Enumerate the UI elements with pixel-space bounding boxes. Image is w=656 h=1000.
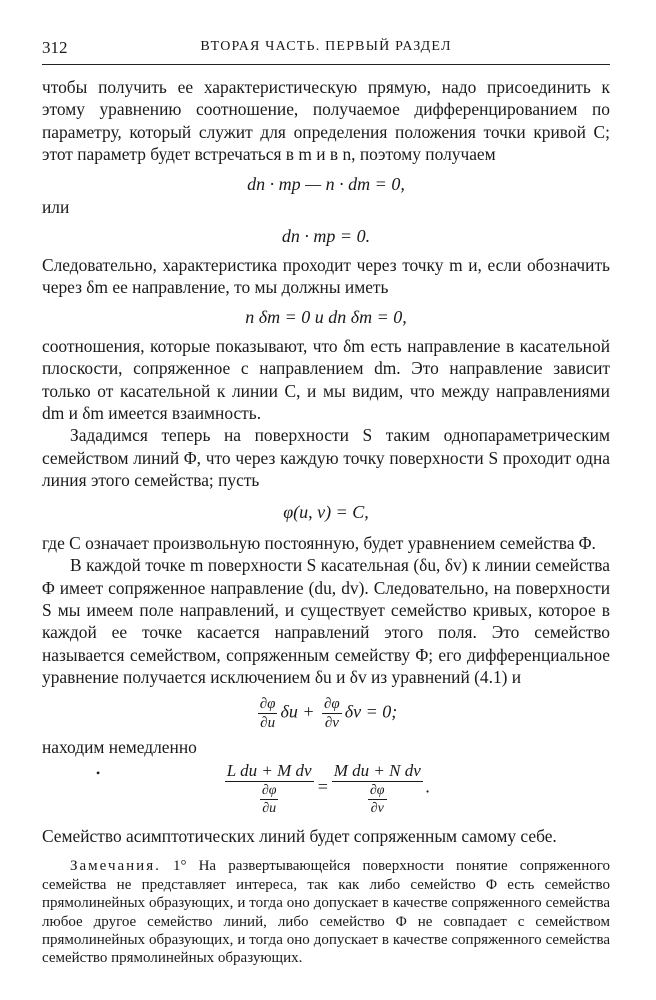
equation-5 xyxy=(42,695,610,732)
remarks-text: 1° На развертывающейся поверхности понятие сопряженного семейства не представляет интереса, так как либо семейство Φ есть семейство прямолинейных образующих, и тогда оно допускает в качестве сопряженного семейства любое другое семейство линий, либо семейство Φ не совпадает с семейством прямолинейных образующих, и тогда оно допускает в качестве сопряженного семейства семейство прямолинейных образующих. xyxy=(42,858,611,967)
equation-5-middle: δu + xyxy=(280,701,315,722)
fraction-denominator: ∂u xyxy=(260,714,276,731)
inner-denominator: ∂v xyxy=(370,800,384,816)
fraction-right xyxy=(332,760,423,817)
page-body xyxy=(42,76,610,968)
equation-1: dn · mp — n · dm = 0, xyxy=(247,173,405,194)
fraction-left-numerator: L du + M dv xyxy=(226,760,312,780)
fraction-denominator: ∂v xyxy=(324,714,339,731)
or-word: или xyxy=(42,196,70,217)
fraction-dphi-dv xyxy=(322,695,342,732)
paragraph-5: где C означает произвольную постоянную, будет уравнением семейства Φ. xyxy=(42,532,596,553)
fraction-right-denominator xyxy=(363,782,392,817)
fraction-right-numerator: M du + N dv xyxy=(333,760,421,780)
remarks-label: Замечания. xyxy=(70,858,161,875)
header-rule xyxy=(42,64,610,65)
paragraph-6: В каждой точке m поверхности S касательная (δu, δv) к линии семейства Φ имеет сопряженное направление (du, dv). Следовательно, на поверхности S мы имеем поле направлений, и существует семейство кривых, которое в каждой ее точке касается направлений этого поля. Это семейство называется семейством, сопряженным семейству Φ; его дифференциальное уравнение получается исключением δu и δv из уравнений (4.1) и xyxy=(42,555,610,688)
page-header xyxy=(42,38,610,60)
equals-sign: = xyxy=(316,776,329,797)
paragraph-3: соотношения, которые показывают, что δm есть направление в касательной плоскости, сопряженное с направлением dm. Это направление зависит только от касательной к линии C, и мы видим, что между направлениями dm и δm имеется взаимность. xyxy=(42,335,610,424)
paragraph-2: Следовательно, характеристика проходит через точку m и, если обозначить через δm ее направление, то мы должны иметь xyxy=(42,255,610,298)
inner-denominator: ∂u xyxy=(262,800,277,816)
equation-3: n δm = 0 и dn δm = 0, xyxy=(245,306,407,327)
print-speck: • xyxy=(96,766,101,780)
equation-6 xyxy=(42,760,610,817)
fraction-left-denominator xyxy=(255,782,284,817)
equation-5-tail: δv = 0; xyxy=(344,701,398,722)
fraction-left xyxy=(225,760,314,817)
equation-4: φ(u, v) = C, xyxy=(283,501,369,522)
paragraph-7: находим немедленно xyxy=(42,736,197,757)
equation-2: dn · mp = 0. xyxy=(281,226,371,247)
paragraph-8: Семейство асимптотических линий будет сопряженным самому себе. xyxy=(42,825,557,846)
inner-numerator: ∂φ xyxy=(261,782,277,798)
page-number: 312 xyxy=(42,38,68,57)
inner-fraction-dv xyxy=(368,782,387,817)
inner-fraction-du xyxy=(260,782,279,817)
paragraph-4: Зададимся теперь на поверхности S таким однопараметрическим семейством линий Φ, что через каждую точку поверхности S проходит одна линия этого семейства; пусть xyxy=(42,425,610,491)
paragraph-1: чтобы получить ее характеристическую прямую, надо присоединить к этому уравнению соотношение, получаемое дифференцированием по параметру, который служит для определения положения точки кривой C; этот параметр будет встречаться в m и в n, поэтому получаем xyxy=(42,77,610,165)
equation-6-period: . xyxy=(425,776,431,797)
remarks-paragraph xyxy=(42,857,610,967)
inner-numerator: ∂φ xyxy=(369,782,385,798)
fraction-numerator: ∂φ xyxy=(324,695,340,712)
running-title: ВТОРАЯ ЧАСТЬ. ПЕРВЫЙ РАЗДЕЛ xyxy=(200,39,452,54)
fraction-numerator: ∂φ xyxy=(259,695,276,712)
fraction-dphi-du xyxy=(258,695,278,732)
